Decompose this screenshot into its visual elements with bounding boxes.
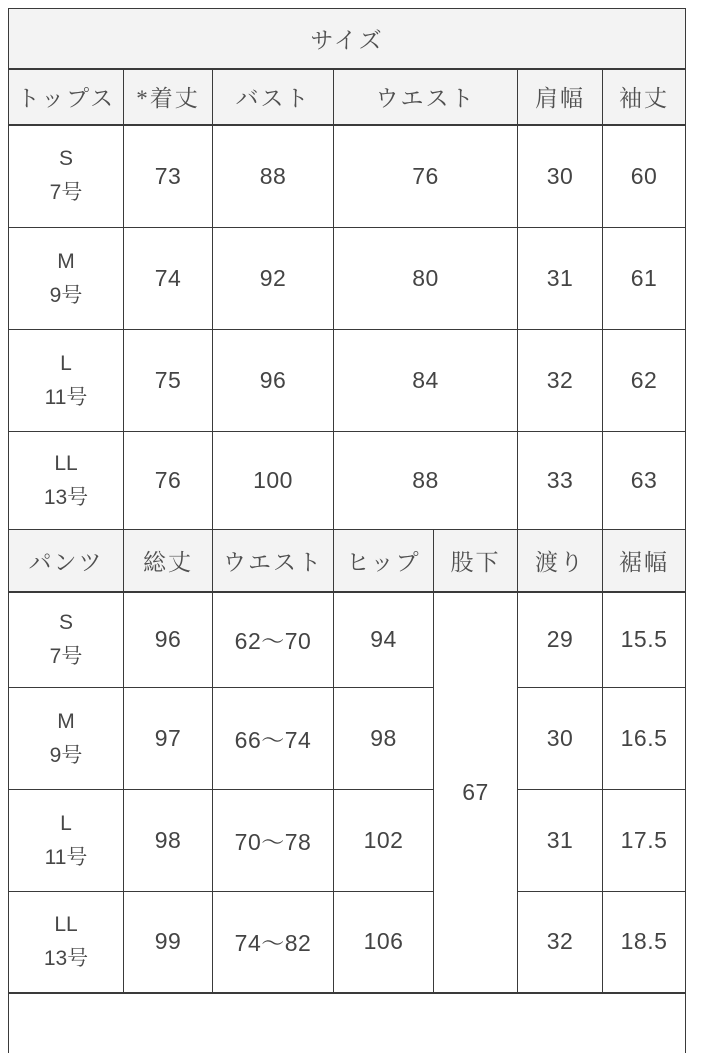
value-cell: 96 [213, 330, 334, 432]
value-cell: 15.5 [603, 592, 686, 688]
value-cell: 75 [124, 330, 213, 432]
value-cell: 96 [124, 592, 213, 688]
tops-header-shoulder: 肩幅 [518, 69, 603, 125]
value-cell: 18.5 [603, 892, 686, 993]
size-cell [9, 432, 124, 530]
value-cell: 76 [334, 125, 518, 228]
size-sub-label: 7号 [49, 181, 83, 205]
value-cell: 31 [518, 228, 603, 330]
pants-header-row [9, 530, 686, 592]
size-label: M [57, 709, 75, 733]
size-label: M [57, 249, 75, 273]
pants-header-hem: 裾幅 [603, 530, 686, 592]
tops-row-ll [9, 432, 686, 530]
value-cell: 73 [124, 125, 213, 228]
size-chart-table [8, 8, 686, 1053]
pants-header-inseam: 股下 [434, 530, 518, 592]
size-label: LL [54, 451, 78, 475]
pants-header-thigh: 渡り [518, 530, 603, 592]
value-cell: 98 [124, 790, 213, 892]
size-label: S [58, 610, 73, 634]
tops-header-category: トップス [9, 69, 124, 125]
pants-row-ll [9, 892, 686, 993]
tops-header-waist: ウエスト [334, 69, 518, 125]
value-cell: 92 [213, 228, 334, 330]
value-cell: 62 [603, 330, 686, 432]
value-cell: 88 [213, 125, 334, 228]
value-cell: 61 [603, 228, 686, 330]
bottom-partial-row [9, 993, 686, 1053]
size-sub-label: 11号 [44, 385, 88, 409]
value-cell: 66〜74 [213, 688, 334, 790]
value-cell: 16.5 [603, 688, 686, 790]
value-cell: 33 [518, 432, 603, 530]
value-cell: 30 [518, 688, 603, 790]
size-cell [9, 892, 124, 993]
pants-header-waist: ウエスト [213, 530, 334, 592]
value-cell: 88 [334, 432, 518, 530]
tops-header-bust: バスト [213, 69, 334, 125]
value-cell: 32 [518, 330, 603, 432]
pants-row-m [9, 688, 686, 790]
size-sub-label: 9号 [49, 283, 83, 307]
value-cell: 80 [334, 228, 518, 330]
pants-row-l [9, 790, 686, 892]
tops-row-s [9, 125, 686, 228]
size-sub-label: 13号 [43, 485, 89, 509]
value-cell: 62〜70 [213, 592, 334, 688]
bottom-partial-cell [9, 993, 686, 1053]
size-sub-label: 13号 [43, 946, 89, 970]
table-title: サイズ [9, 9, 686, 69]
pants-header-length: 総丈 [124, 530, 213, 592]
tops-header-length: *着丈 [124, 69, 213, 125]
value-cell: 76 [124, 432, 213, 530]
value-cell: 94 [334, 592, 434, 688]
value-cell: 99 [124, 892, 213, 993]
value-cell: 31 [518, 790, 603, 892]
value-cell: 17.5 [603, 790, 686, 892]
tops-header-sleeve: 袖丈 [603, 69, 686, 125]
inseam-merged-cell: 67 [434, 592, 518, 993]
pants-header-hip: ヒップ [334, 530, 434, 592]
size-cell [9, 592, 124, 688]
value-cell: 70〜78 [213, 790, 334, 892]
size-cell [9, 330, 124, 432]
size-label: LL [54, 912, 78, 936]
tops-row-l [9, 330, 686, 432]
value-cell: 98 [334, 688, 434, 790]
size-sub-label: 7号 [49, 644, 83, 668]
value-cell: 74 [124, 228, 213, 330]
value-cell: 30 [518, 125, 603, 228]
value-cell: 102 [334, 790, 434, 892]
value-cell: 74〜82 [213, 892, 334, 993]
tops-header-row [9, 69, 686, 125]
size-label: L [60, 351, 72, 375]
value-cell: 29 [518, 592, 603, 688]
size-cell [9, 228, 124, 330]
size-cell [9, 790, 124, 892]
value-cell: 84 [334, 330, 518, 432]
pants-row-s [9, 592, 686, 688]
tops-row-m [9, 228, 686, 330]
value-cell: 60 [603, 125, 686, 228]
pants-header-category: パンツ [9, 530, 124, 592]
value-cell: 106 [334, 892, 434, 993]
size-cell [9, 688, 124, 790]
value-cell: 63 [603, 432, 686, 530]
size-cell [9, 125, 124, 228]
value-cell: 32 [518, 892, 603, 993]
table-title-row [9, 9, 686, 69]
value-cell: 100 [213, 432, 334, 530]
size-label: L [60, 811, 72, 835]
size-label: S [58, 147, 73, 171]
size-sub-label: 9号 [49, 743, 83, 767]
value-cell: 97 [124, 688, 213, 790]
size-sub-label: 11号 [44, 845, 88, 869]
